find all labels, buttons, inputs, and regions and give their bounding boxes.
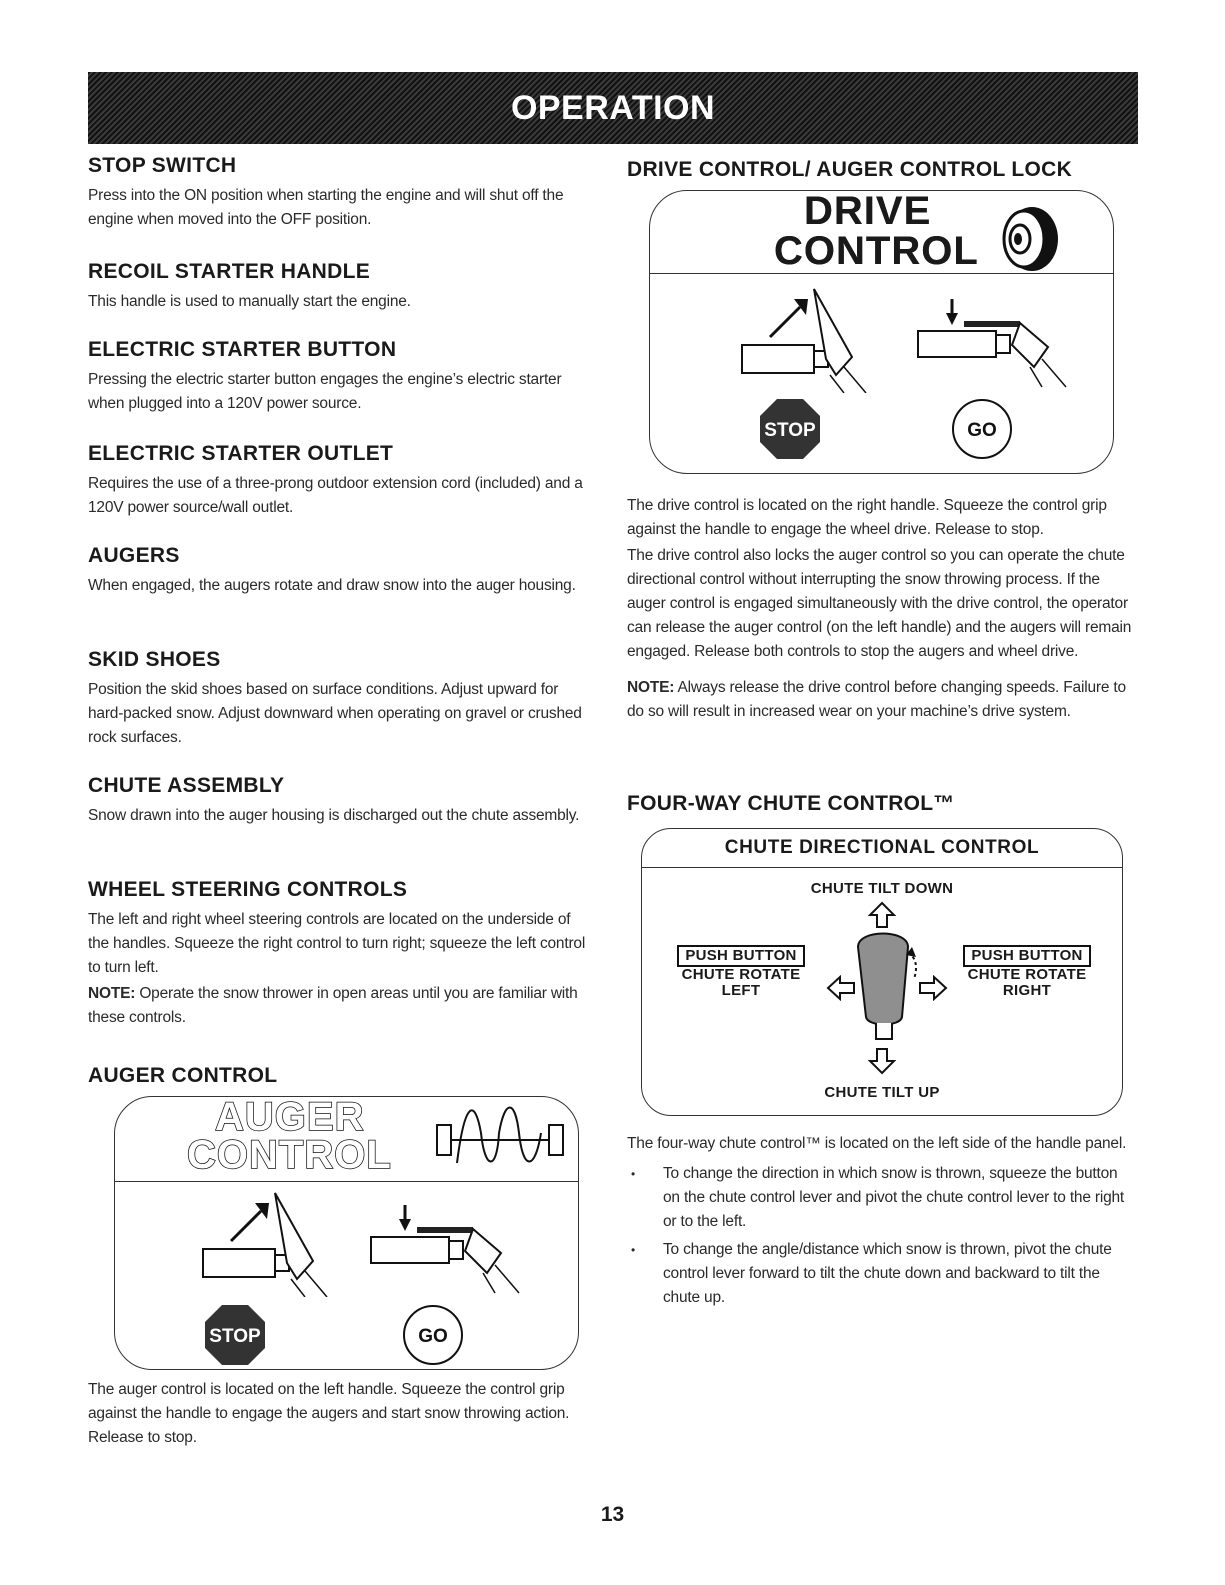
- auger-control-decal: [114, 1096, 579, 1370]
- drive-control-text-1: The drive control is located on the right handle. Squeeze the control grip against the handle to engage the wheel drive. Release to stop.: [627, 497, 1107, 538]
- stop-switch-section: [88, 154, 593, 232]
- auger-control-heading: AUGER CONTROL: [88, 1064, 278, 1087]
- stop-switch-heading: STOP SWITCH: [88, 154, 237, 177]
- auger-icon: [435, 1103, 565, 1175]
- chute-assembly-section: [88, 774, 593, 828]
- skid-shoes-heading: SKID SHOES: [88, 648, 221, 671]
- decal-title-line2: CONTROL: [187, 1133, 392, 1177]
- stop-sign-icon: [758, 397, 822, 461]
- stop-switch-text: Press into the ON position when starting the engine and will shut off the engine when moved into the OFF position.: [88, 187, 564, 228]
- electric-starter-button-text: Pressing the electric starter button engages the engine’s electric starter when plugged into a 120V power source.: [88, 371, 562, 412]
- go-sign-label: GO: [967, 420, 997, 441]
- wheel-steering-text: The left and right wheel steering controls are located on the underside of the handles. Squeeze the right control to turn right; squeeze the left control to turn left.: [88, 911, 586, 976]
- chute-control-heading: FOUR-WAY CHUTE CONTROL™: [627, 792, 955, 815]
- arrow-down-icon: [868, 1047, 896, 1075]
- rotate-right-label: [952, 945, 1102, 999]
- drive-control-body: [627, 494, 1137, 724]
- chute-lever-icon: [846, 927, 926, 1047]
- drive-control-text-2: The drive control also locks the auger control so you can operate the chute directional control without interrupting the snow throwing process. If the auger control is engaged simultaneously with the drive control, the operator can release the auger control (on the left handle) and the augers will remain engaged. Release both controls to stop the augers and wheel drive.: [627, 547, 1132, 660]
- lever-engaged-icon: [365, 1201, 525, 1301]
- wheel-steering-heading: WHEEL STEERING CONTROLS: [88, 878, 408, 901]
- decal-title-line2: CONTROL: [774, 229, 979, 273]
- push-button-right: PUSH BUTTON: [963, 945, 1090, 967]
- chute-control-decal: [641, 828, 1123, 1116]
- skid-shoes-section: [88, 648, 593, 750]
- page-number: 13: [600, 1503, 625, 1526]
- chute-control-text: The four-way chute control™ is located on the left side of the handle panel.: [627, 1135, 1127, 1152]
- go-sign-icon: [401, 1303, 465, 1367]
- recoil-starter-section: [88, 260, 593, 314]
- auger-control-text: The auger control is located on the left handle. Squeeze the control grip against the handle to engage the augers and start snow throwing action. Release to stop.: [88, 1381, 570, 1446]
- rotate-left-dir: LEFT: [721, 982, 761, 999]
- augers-heading: AUGERS: [88, 544, 180, 567]
- chute-assembly-text: Snow drawn into the auger housing is discharged out the chute assembly.: [88, 807, 580, 824]
- decal-title-line1: DRIVE: [804, 190, 932, 233]
- decal-divider: [642, 867, 1122, 868]
- rotate-left-label: [666, 945, 816, 999]
- note-label: NOTE:: [88, 985, 136, 1002]
- recoil-starter-heading: RECOIL STARTER HANDLE: [88, 260, 371, 283]
- wheel-steering-note: [88, 982, 593, 1030]
- rotate-right-dir: RIGHT: [1002, 982, 1052, 999]
- augers-section: [88, 544, 593, 598]
- chute-decal-title: CHUTE DIRECTIONAL CONTROL: [724, 837, 1040, 858]
- wheel-steering-section: [88, 878, 593, 1030]
- drive-control-section: [627, 158, 1137, 188]
- decal-title-line1: AUGER: [215, 1096, 365, 1139]
- chute-control-body: [627, 1132, 1137, 1314]
- augers-text: When engaged, the augers rotate and draw snow into the auger housing.: [88, 577, 576, 594]
- recoil-starter-text: This handle is used to manually start the engine.: [88, 293, 411, 310]
- arrow-up-icon: [868, 901, 896, 929]
- chute-bullet-2: • To change the angle/distance which snow is thrown, pivot the chute control lever forward to tilt the chute down and backward to tilt the chute up.: [627, 1238, 1137, 1310]
- auger-control-body: [88, 1378, 593, 1450]
- chute-control-section: [627, 792, 1137, 822]
- tilt-up-label: CHUTE TILT UP: [824, 1084, 940, 1101]
- electric-starter-button-heading: ELECTRIC STARTER BUTTON: [88, 338, 397, 361]
- chute-control-bullets: [627, 1162, 1137, 1310]
- auger-control-section: [88, 1064, 593, 1094]
- go-sign-icon: [950, 397, 1014, 461]
- electric-starter-outlet-section: [88, 442, 593, 520]
- note-text: Operate the snow thrower in open areas until you are familiar with these controls.: [88, 985, 578, 1026]
- stop-sign-label: STOP: [209, 1326, 261, 1347]
- chute-assembly-heading: CHUTE ASSEMBLY: [88, 774, 285, 797]
- skid-shoes-text: Position the skid shoes based on surface conditions. Adjust upward for hard-packed snow. Adjust downward when operating on gravel or crushed rock surfaces.: [88, 681, 582, 746]
- lever-engaged-icon: [912, 295, 1072, 395]
- drive-control-note: [627, 676, 1137, 724]
- electric-starter-outlet-text: Requires the use of a three-prong outdoor extension cord (included) and a 120V power source/wall outlet.: [88, 475, 583, 516]
- wheel-icon: [990, 205, 1066, 273]
- tilt-down-label: CHUTE TILT DOWN: [810, 880, 954, 897]
- push-button-left: PUSH BUTTON: [677, 945, 804, 967]
- note-label: NOTE:: [627, 679, 675, 696]
- drive-control-heading: DRIVE CONTROL/ AUGER CONTROL LOCK: [627, 158, 1073, 181]
- stop-sign-icon: [203, 1303, 267, 1367]
- chute-bullet-1: • To change the direction in which snow is thrown, squeeze the button on the chute control lever and pivot the chute control lever to the right or to the left.: [627, 1162, 1137, 1234]
- arrow-right-icon: [918, 975, 948, 1001]
- electric-starter-outlet-heading: ELECTRIC STARTER OUTLET: [88, 442, 394, 465]
- rotate-left-text: CHUTE ROTATE: [681, 966, 801, 983]
- drive-control-decal: [649, 190, 1114, 474]
- lever-disengaged-icon: [734, 283, 874, 393]
- banner-title: OPERATION: [510, 88, 716, 127]
- electric-starter-button-section: [88, 338, 593, 416]
- lever-disengaged-icon: [195, 1187, 335, 1297]
- go-sign-label: GO: [418, 1326, 448, 1347]
- section-banner: [88, 72, 1138, 144]
- rotate-right-text: CHUTE ROTATE: [967, 966, 1087, 983]
- note-text: Always release the drive control before changing speeds. Failure to do so will result in increased wear on your machine’s drive system.: [627, 679, 1126, 720]
- stop-sign-label: STOP: [764, 420, 816, 441]
